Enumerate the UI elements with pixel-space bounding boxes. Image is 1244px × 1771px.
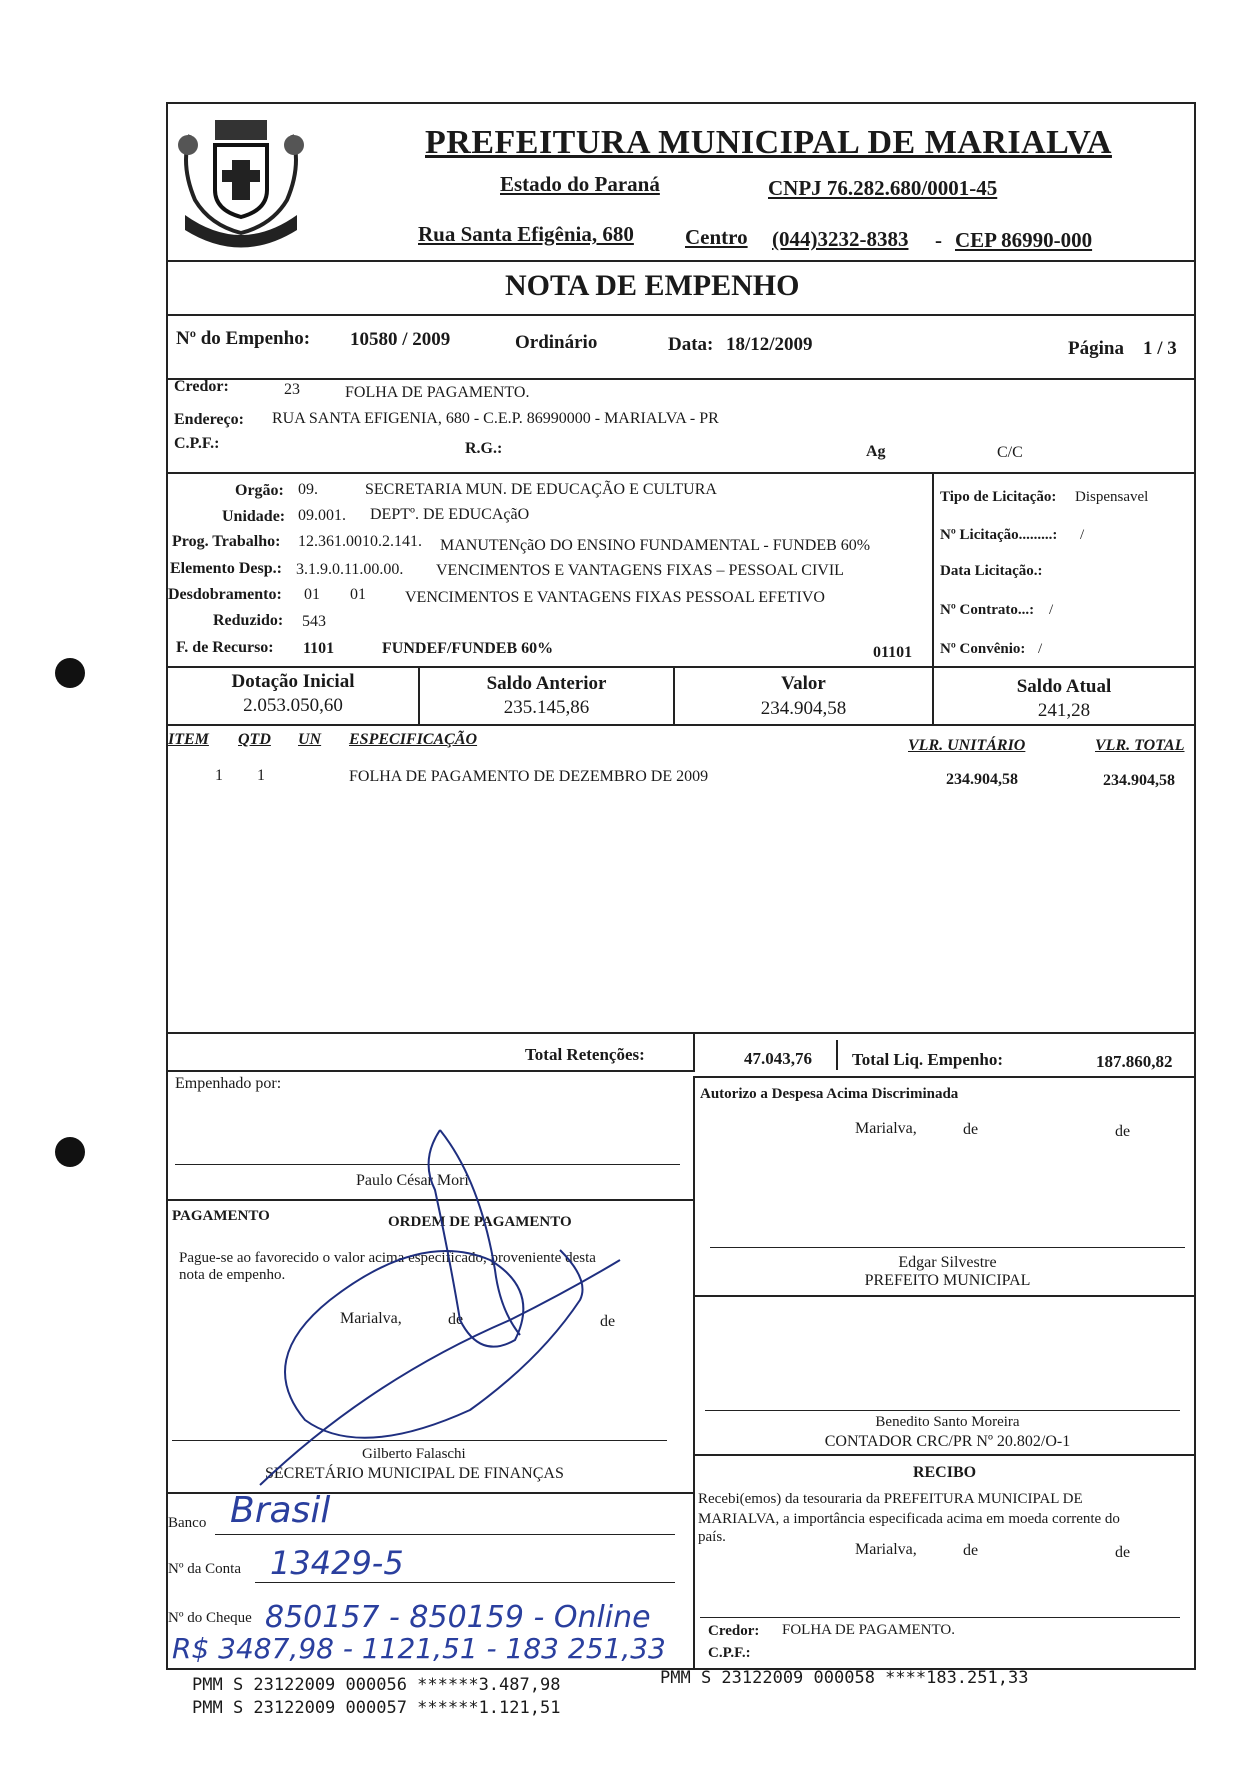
divider: [166, 1032, 1196, 1034]
licitacao-type-label: Tipo de Licitação:: [940, 489, 1057, 505]
doc-title: NOTA DE EMPENHO: [505, 269, 800, 302]
total-liquido-value: 187.860,82: [1096, 1052, 1173, 1071]
empenho-number-label: Nº do Empenho:: [176, 328, 311, 349]
table-row-item: 1: [215, 767, 223, 784]
recibo-cpf-label: C.P.F.:: [708, 1645, 751, 1661]
prog-label: Prog. Trabalho:: [172, 533, 281, 550]
page-value: 1 / 3: [1143, 338, 1177, 359]
total-retencoes-value: 47.043,76: [744, 1049, 812, 1068]
recibo-de2: de: [1115, 1544, 1131, 1561]
cpf-label: C.P.F.:: [174, 435, 220, 452]
page-label: Página: [1068, 338, 1124, 359]
rg-label: R.G.:: [465, 440, 503, 457]
valores-handwritten: R$ 3487,98 - 1121,51 - 183 251,33: [172, 1632, 666, 1665]
col-especificacao: ESPECIFICAÇÃO: [349, 731, 478, 748]
col-valor-unitario: VLR. UNITÁRIO: [908, 737, 1026, 754]
cep: CEP 86990-000: [955, 228, 1093, 252]
fonte-number: 01101: [873, 644, 913, 661]
signature-line: [710, 1247, 1185, 1248]
dotacao-inicial-value: 2.053.050,60: [243, 695, 343, 716]
valor-value: 234.904,58: [760, 698, 847, 719]
col-un: UN: [298, 731, 322, 748]
banco-handwritten: Brasil: [230, 1490, 331, 1531]
divider: [693, 1032, 695, 1072]
fonte-name: FUNDEF/FUNDEB 60%: [382, 640, 554, 657]
address: Rua Santa Efigênia, 680: [418, 222, 634, 246]
desdobramento-code2: 01: [350, 586, 366, 603]
stamp-1: PMM S 23122009 000056 ******3.487,98: [192, 1675, 561, 1695]
col-item: ITEM: [168, 731, 209, 748]
banco-line: [215, 1534, 675, 1535]
divider: [932, 472, 934, 666]
recibo-de1: de: [963, 1542, 979, 1559]
convenio-label: Nº Convênio:: [940, 641, 1026, 657]
empenho-number: 10580 / 2009: [350, 329, 451, 350]
autorizo-de2: de: [1115, 1123, 1131, 1140]
conta-line: [255, 1582, 675, 1583]
district: Centro: [685, 225, 748, 249]
divider: [693, 1076, 1196, 1078]
prefeito-role: PREFEITO MUNICIPAL: [864, 1272, 1031, 1289]
signature-line: [700, 1617, 1180, 1618]
dotacao-inicial-label: Dotação Inicial: [231, 671, 355, 692]
contrato-value: /: [1049, 602, 1054, 618]
fonte-code: 1101: [303, 640, 335, 657]
pagamento-city: Marialva,: [340, 1310, 402, 1327]
endereco-label: Endereço:: [174, 411, 244, 428]
table-row-qtd: 1: [257, 767, 265, 784]
conta-label: Nº da Conta: [168, 1561, 241, 1577]
licitacao-date-label: Data Licitação.:: [940, 563, 1043, 579]
divider: [166, 1070, 694, 1072]
table-row-valor-total: 234.904,58: [1103, 772, 1175, 789]
banco-label: Banco: [168, 1515, 207, 1531]
total-liquido-label: Total Liq. Empenho:: [852, 1050, 1003, 1069]
credor-name: FOLHA DE PAGAMENTO.: [345, 384, 530, 401]
recibo-text-2: MARIALVA, a importância especificada acima em moeda corrente do: [698, 1511, 1120, 1527]
cheque-handwritten: 850157 - 850159 - Online: [265, 1600, 651, 1635]
table-row-especificacao: FOLHA DE PAGAMENTO DE DEZEMBRO DE 2009: [349, 768, 709, 785]
elemento-code: 3.1.9.0.11.00.00.: [296, 561, 404, 578]
divider: [166, 724, 1196, 726]
punch-hole-top: [55, 658, 85, 688]
recibo-text-1: Recebi(emos) da tesouraria da PREFEITURA MUNICIPAL DE: [698, 1491, 1083, 1507]
cnpj: CNPJ 76.282.680/0001-45: [768, 176, 998, 200]
conta-handwritten: 13429-5: [270, 1544, 404, 1582]
unidade-name: DEPTº. DE EDUCAçãO: [370, 506, 530, 523]
pagamento-de2: de: [600, 1313, 616, 1330]
credor-label: Credor:: [174, 378, 229, 395]
orgao-code: 09.: [298, 481, 318, 498]
autorizo-label: Autorizo a Despesa Acima Discriminada: [700, 1086, 959, 1102]
recibo-text-3: país.: [698, 1529, 726, 1545]
secretario-name: Gilberto Falaschi: [362, 1446, 466, 1462]
prog-code: 12.361.0010.2.141.: [298, 533, 422, 550]
secretario-role: SECRETÁRIO MUNICIPAL DE FINANÇAS: [265, 1465, 564, 1482]
total-retencoes-label: Total Retenções:: [525, 1045, 645, 1064]
unidade-label: Unidade:: [222, 508, 286, 525]
separator: -: [935, 228, 942, 252]
saldo-atual-label: Saldo Atual: [1016, 676, 1112, 697]
state-name: Estado do Paraná: [500, 172, 660, 196]
prefeito-name: Edgar Silvestre: [898, 1254, 997, 1271]
fonte-label: F. de Recurso:: [176, 639, 274, 656]
autorizo-city: Marialva,: [855, 1120, 917, 1137]
ordem-pagamento: ORDEM DE PAGAMENTO: [388, 1214, 572, 1230]
table-row-valor-unitario: 234.904,58: [946, 771, 1018, 788]
credor-code: 23: [284, 381, 300, 398]
punch-hole-bottom: [55, 1137, 85, 1167]
autorizo-de1: de: [963, 1121, 979, 1138]
saldo-anterior-value: 235.145,86: [503, 697, 590, 718]
pagamento-label: PAGAMENTO: [172, 1208, 270, 1224]
divider: [693, 1295, 1196, 1297]
orgao-name: SECRETARIA MUN. DE EDUCAÇÃO E CULTURA: [365, 481, 717, 498]
saldo-atual-value: 241,28: [1037, 700, 1091, 721]
recibo-credor-label: Credor:: [708, 1623, 760, 1639]
pagamento-text-2: nota de empenho.: [179, 1267, 286, 1283]
licitacao-number-value: /: [1080, 527, 1085, 543]
divider: [166, 378, 1196, 380]
pagamento-text-1: Pague-se ao favorecido o valor acima especificado, proveniente desta: [179, 1250, 596, 1266]
stamp-2: PMM S 23122009 000057 ******1.121,51: [192, 1698, 561, 1718]
desdobramento-label: Desdobramento:: [168, 586, 282, 603]
saldo-anterior-label: Saldo Anterior: [486, 673, 607, 694]
contador-name: Benedito Santo Moreira: [875, 1414, 1020, 1430]
contrato-label: Nº Contrato...:: [940, 602, 1035, 618]
divider: [166, 472, 1196, 474]
phone: (044)3232-8383: [772, 227, 909, 251]
endereco-value: RUA SANTA EFIGENIA, 680 - C.E.P. 86990000 - MARIALVA - PR: [272, 410, 719, 427]
recibo-title: RECIBO: [912, 1464, 977, 1481]
reduzido-label: Reduzido:: [213, 612, 284, 629]
signature-scribble: [250, 1120, 680, 1490]
divider: [836, 1040, 838, 1070]
page-title: PREFEITURA MUNICIPAL DE MARIALVA: [425, 124, 1112, 161]
pagamento-de1: de: [448, 1311, 464, 1328]
licitacao-number-label: Nº Licitação.........:: [940, 527, 1058, 543]
convenio-value: /: [1038, 641, 1043, 657]
col-qtd: QTD: [238, 731, 271, 748]
recibo-credor-value: FOLHA DE PAGAMENTO.: [782, 1622, 955, 1638]
date-value: 18/12/2009: [726, 334, 813, 355]
date-label: Data:: [668, 334, 714, 355]
ag-label: Ag: [866, 443, 886, 460]
empenhado-label: Empenhado por:: [175, 1075, 282, 1092]
elemento-name: VENCIMENTOS E VANTAGENS FIXAS – PESSOAL CIVIL: [436, 562, 844, 579]
licitacao-type-value: Dispensavel: [1075, 489, 1149, 505]
valor-label: Valor: [781, 673, 826, 694]
divider: [166, 260, 1196, 262]
col-valor-total: VLR. TOTAL: [1095, 737, 1185, 754]
empenho-type: Ordinário: [515, 332, 598, 353]
divider: [166, 666, 1196, 668]
empenhado-signer: Paulo César Mori: [356, 1172, 469, 1189]
coat-of-arms: [170, 105, 312, 255]
stamp-3: PMM S 23122009 000058 ****183.251,33: [660, 1668, 1029, 1688]
orgao-label: Orgão:: [235, 482, 284, 499]
divider: [693, 1076, 695, 1668]
reduzido-value: 543: [302, 613, 326, 630]
prog-name: MANUTENçãO DO ENSINO FUNDAMENTAL - FUNDEB 60%: [440, 537, 871, 554]
divider: [693, 1454, 1196, 1456]
cheque-label: Nº do Cheque: [168, 1610, 252, 1626]
desdobramento-code1: 01: [304, 586, 320, 603]
cc-label: C/C: [997, 444, 1023, 461]
unidade-code: 09.001.: [298, 507, 346, 524]
contador-role: CONTADOR CRC/PR Nº 20.802/O-1: [824, 1433, 1071, 1450]
signature-line: [705, 1410, 1180, 1411]
recibo-city: Marialva,: [855, 1541, 917, 1558]
elemento-label: Elemento Desp.:: [170, 560, 282, 577]
desdobramento-name: VENCIMENTOS E VANTAGENS FIXAS PESSOAL EFETIVO: [405, 589, 825, 606]
divider: [166, 314, 1196, 316]
